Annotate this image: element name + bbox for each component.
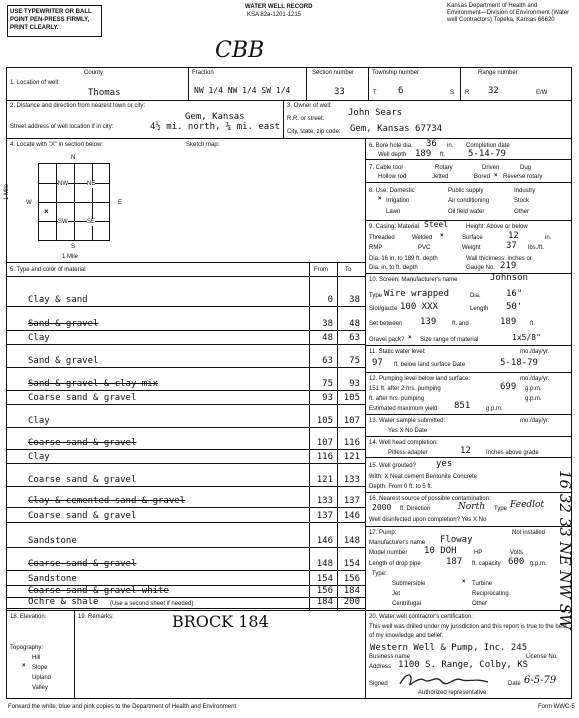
locate-label: 4. Locate with "X" in section below: (10, 142, 103, 148)
screen-length: 50' (506, 302, 523, 312)
pump-drop: 187 (446, 557, 463, 567)
screen-type-label: Type (369, 293, 383, 299)
cert-address: 1100 S. Range, Colby, KS (398, 660, 529, 670)
pumping-row1: 151 ft. after 2 hrs. pumping (369, 386, 441, 392)
topography-label: Topography: (10, 645, 44, 651)
footer-left: Forward the white, blue and pink copies to the Department of Health and Environment (8, 704, 237, 710)
material-row-name: Sand & gravel (28, 319, 99, 329)
casing-weight-label: Weight (462, 245, 481, 251)
completion-label: Completion date (466, 143, 510, 149)
material-row-rule (6, 463, 365, 464)
range-prefix: R (465, 90, 470, 96)
material-row-rule (6, 507, 365, 508)
material-row-to: 38 (349, 295, 360, 305)
contamination-direction: North (458, 502, 486, 512)
remarks-value: BROCK 184 (172, 612, 269, 631)
grouted-label: 15. Well grouted? (369, 463, 416, 469)
material-row-rule (6, 608, 365, 609)
use-irrigation: Irrigation (386, 198, 410, 204)
material-row-rule (6, 570, 365, 571)
material-row-to: 121 (343, 452, 360, 462)
owner-city: Gem, Kansas 67734 (350, 124, 443, 134)
screen-gravel-mark: × (408, 335, 412, 341)
grid-s: S (71, 244, 76, 250)
handwritten-code: CBB (215, 38, 265, 63)
pump-hp-label: HP (474, 550, 483, 556)
pump-centrifugal: Centrifugal (392, 601, 422, 607)
material-row-name: Coarse sand & gravel (28, 438, 137, 448)
material-row-from: 38 (322, 319, 333, 329)
pump-turbine-mark: × (462, 579, 466, 585)
screen-type: Wire wrapped (384, 289, 450, 299)
material-row-rule (6, 306, 365, 307)
sample-answer: Yes X No Date (388, 428, 428, 434)
material-row-from: 116 (316, 452, 333, 462)
use-industry: Industry (514, 188, 536, 194)
owner-name: John Sears (348, 108, 403, 118)
topo-slope-mark: × (22, 663, 26, 669)
material-row-to: 148 (343, 536, 360, 546)
pump-model-label: Model number (369, 550, 408, 556)
pump-turbine: Turbine (472, 581, 493, 587)
material-row-name: Sand & gravel & clay mix (28, 379, 159, 389)
cert-label: 20. Water well contractor's certification: (369, 614, 473, 620)
cert-license-label: License No. (526, 654, 558, 660)
topo-upland: Upland (32, 675, 52, 681)
material-row-from: 107 (316, 438, 333, 448)
township-label: Township number (372, 70, 420, 76)
instruction-text: USE TYPEWRITER OR BALL POINT PEN-PRESS FIRMLY, PRINT CLEARLY. (10, 9, 92, 31)
material-row-rule (6, 367, 365, 368)
material-row-rule (6, 449, 365, 450)
material-row-rule (6, 522, 365, 523)
material-row-from: 184 (316, 597, 333, 607)
pumping-max-label: Estimated maximum yield (369, 406, 438, 412)
screen-set-to: 189 (500, 317, 517, 327)
grouted-depth: Depth: From 0 ft. to 5 ft. (369, 484, 433, 490)
cert-date: 6-5-79 (524, 675, 557, 686)
casing-rmp: RMP (369, 245, 383, 251)
material-row-name: Sandstone (28, 574, 77, 584)
cert-signature (396, 670, 506, 690)
topo-hill: Hill (32, 655, 41, 661)
drill-cable-tool: 7. Cable tool (369, 165, 403, 171)
use-public: Public supply (448, 188, 484, 194)
material-row-rule (6, 547, 365, 548)
casing-welded: Welded (412, 235, 433, 241)
pump-drop-unit: ft. capacity (472, 561, 501, 567)
material-row-to: 146 (343, 511, 360, 521)
casing-surface-unit: in. (545, 235, 552, 241)
pump-reciprocating: Reciprocating (472, 591, 509, 597)
depth-value: 189 (415, 149, 432, 159)
location-label: 1. Location of well: (10, 80, 60, 86)
drill-driven: Driven (482, 165, 500, 171)
material-row-to: 184 (343, 586, 360, 596)
elevation-label: 18. Elevation: (10, 614, 47, 620)
material-row-rule (6, 404, 365, 405)
screen-dia-label: Dia. (470, 293, 481, 299)
drill-bored: Bored (474, 174, 491, 180)
drill-reverse-rotary: Reverse rotary (503, 174, 543, 180)
pump-capacity-unit: g.p.m. (530, 561, 547, 567)
casing-surface-label: Surface (462, 235, 483, 241)
material-row-rule (6, 390, 365, 391)
township-prefix: T (373, 90, 377, 96)
section-value: 33 (334, 87, 345, 97)
materials-from-label: From (314, 267, 328, 273)
material-row-rule (6, 486, 365, 487)
county-label: County (84, 70, 104, 76)
casing-gauge-label: Gauge No. (466, 265, 496, 271)
completion-date: 5-14-79 (468, 149, 506, 159)
drill-jetted: Jetted (432, 174, 449, 180)
material-row-from: 137 (316, 511, 333, 521)
pump-capacity: 600 (508, 557, 525, 567)
casing-pvc: PVC (418, 245, 431, 251)
distance-town: Gem, Kansas (185, 112, 245, 122)
materials-to-label: To (345, 267, 352, 273)
material-row-name: Sandstone (28, 536, 77, 546)
sample-label: 13. Water sample submitted: (369, 418, 446, 424)
material-row-name: Clay & cemented sand & gravel (28, 496, 186, 506)
screen-label: 10. Screen: Manufacturer's name (369, 277, 458, 283)
pump-label: 17. Pump: (369, 530, 397, 536)
drill-rotary: Rotary (435, 165, 453, 171)
distance-label: 2. Distance and direction from nearest town or city: (10, 103, 146, 109)
casing-threaded: Threaded (369, 235, 395, 241)
material-row-from: 146 (316, 536, 333, 546)
bore-label: 6. Bore hole dia. (369, 143, 413, 149)
material-row-from: 121 (316, 475, 333, 485)
use-other: Other (514, 209, 530, 215)
casing-material: Steel (424, 220, 449, 229)
range-label: Range number (478, 70, 518, 76)
material-row-from: 148 (316, 559, 333, 569)
pump-other: Other (472, 601, 488, 607)
sample-unit: mo./day/yr. (520, 418, 550, 424)
grid-n: N (71, 155, 76, 161)
screen-set-label: Set between (369, 321, 403, 327)
head-pitless: Pitless adapter (388, 450, 428, 456)
pumping-max: 851 (454, 401, 471, 411)
material-row-rule (6, 330, 365, 331)
screen-manufacturer: Johnson (490, 273, 528, 283)
pump-submersible: Submersible (392, 581, 426, 587)
casing-welded-mark: × (440, 233, 444, 239)
material-row-name: Coarse sand & gravel (28, 511, 137, 521)
material-row-name: Coarse sand & gravel (28, 393, 137, 403)
quadrant-sw: SW (58, 219, 68, 225)
material-row-from: 93 (322, 393, 333, 403)
drill-hollow-rod: Hollow rod (378, 174, 407, 180)
screen-slot-label: Slot/gauze (369, 306, 398, 312)
bore-dia-unit: in. (447, 143, 454, 149)
pumping-gpm1: g.p.m. (525, 386, 542, 392)
grid-mile-bottom: 1 Mile (62, 254, 79, 260)
head-unit: Inches above grade (486, 450, 539, 456)
casing-wall-label: Wall thickness: inches or (466, 256, 532, 262)
pump-mfr-label: Manufacturer's name (369, 540, 426, 546)
material-row-from: 154 (316, 574, 333, 584)
material-row-from: 48 (322, 333, 333, 343)
material-row-name: Clay (28, 333, 50, 343)
screen-set-from: 139 (420, 317, 437, 327)
material-row-rule (6, 344, 365, 345)
use-lawn: Lawn (386, 209, 401, 215)
screen-gravel-label: Gravel pack? (369, 337, 405, 343)
pumping-row1-gpm: 699 (500, 382, 517, 392)
grouted-with: With: X Neat cement Bentonite Concrete (369, 474, 478, 480)
quadrant-se: SE (87, 219, 96, 225)
material-row-name: Coarse sand & gravel white (28, 586, 169, 596)
cert-text: This well was drilled under my jurisdiction and this report is true to the best of my knowledge and belief. (369, 624, 567, 639)
fraction-label: Fraction (192, 70, 214, 76)
well-location-mark: × (44, 207, 49, 216)
screen-slot: 100 XXX (400, 302, 438, 312)
casing-surface: 12 (508, 231, 519, 241)
material-row-to: 107 (343, 416, 360, 426)
street-value: 4½ mi. north, ¼ mi. east (150, 122, 281, 132)
remarks-label: 19. Remarks: (78, 614, 114, 620)
material-row-to: 63 (349, 333, 360, 343)
pump-volts-label: Volts (510, 550, 524, 556)
static-unit: mo./day/yr. (520, 349, 550, 355)
screen-dia: 16" (506, 289, 523, 299)
instruction-stamp (7, 5, 102, 37)
contamination-row: ft. Direction (400, 506, 431, 512)
cert-business-label: Business name (369, 654, 411, 660)
township-suffix: S (450, 90, 455, 96)
owner-rr-label: R.R. or street: (287, 116, 325, 122)
contamination-label: 16. Nearest source of possible contamination: (369, 496, 491, 502)
quadrant-nw: NW (58, 181, 68, 187)
materials-label: 5. Type and color of material (10, 267, 86, 273)
casing-dia-row2: Dia. in. to ft. depth (369, 265, 418, 271)
static-label: 11. Static water level: (369, 349, 426, 355)
material-row-rule (6, 427, 365, 428)
pumping-unit: mo./day/yr. (520, 376, 550, 382)
head-value: 12 (460, 446, 471, 456)
quadrant-ne: NE (87, 181, 96, 187)
materials-second-sheet: (Use a second sheet if needed) (110, 601, 194, 607)
material-row-name: Clay (28, 416, 50, 426)
material-row-to: 200 (343, 597, 360, 607)
form-title: WATER WELL RECORD (245, 4, 313, 10)
contamination-disinfected: Well disinfected upon completion? Yes X No (369, 517, 487, 523)
cert-signed-label: Signed (369, 681, 388, 687)
casing-label: 9. Casing: Material (369, 224, 420, 230)
use-checked-mark: × (378, 196, 382, 202)
section-label: Section number (312, 70, 355, 76)
fraction-value: NW 1/4 NW 1/4 SW 1/4 (194, 86, 291, 95)
material-row-to: 133 (343, 475, 360, 485)
screen-length-label: Length (470, 306, 489, 312)
material-row-to: 93 (349, 379, 360, 389)
material-row-to: 156 (343, 574, 360, 584)
use-oilfield: Oil field water (448, 209, 485, 215)
cert-rep-label: Authorized representative (418, 690, 487, 696)
material-row-to: 75 (349, 356, 360, 366)
material-row-to: 137 (343, 496, 360, 506)
pump-jet: Jet (392, 591, 401, 597)
range-value: 32 (488, 86, 499, 96)
casing-gauge: 219 (500, 261, 517, 271)
grouted-answer: yes (436, 459, 453, 469)
contamination-dist: 2000 (372, 503, 392, 512)
bore-dia: 36 (426, 139, 437, 149)
pumping-max-unit: g.p.m. (486, 406, 503, 412)
pump-mfr: Floway (440, 535, 473, 545)
material-row-from: 156 (316, 586, 333, 596)
owner-city-label: City, state, zip code: (287, 129, 341, 135)
material-row-from: 133 (316, 496, 333, 506)
grid-mile-side: 1 Mile (4, 183, 10, 200)
street-label: Street address of well location if in city: (10, 124, 114, 130)
static-value: 97 (372, 358, 383, 368)
cert-date-label: Date (508, 681, 521, 687)
casing-dia-row1: Dia. 16 in. to 189 ft. depth (369, 256, 438, 262)
material-row-from: 105 (316, 416, 333, 426)
screen-set-and: ft. and (452, 321, 469, 327)
material-row-to: 105 (343, 393, 360, 403)
pumping-label: 12. Pumping level below land surface: (369, 376, 471, 382)
topo-slope: Slope (32, 665, 48, 671)
screen-gravel-size: 1x5/8" (512, 333, 541, 342)
material-row-name: Clay & sand (28, 295, 88, 305)
material-row-to: 48 (349, 319, 360, 329)
static-date: 5-18-79 (500, 358, 538, 368)
cert-business: Western Well & Pump, Inc. 245 (370, 643, 528, 653)
range-suffix: E/W (536, 90, 548, 96)
contamination-type: Feedlot (510, 500, 545, 510)
footer-right: Form WWC-5 (538, 704, 575, 710)
topo-valley: Valley (32, 685, 48, 691)
screen-gravel-size-label: Size range of material (420, 337, 479, 343)
pump-type-label: Type: (372, 571, 387, 577)
use-stock: Stock (514, 198, 530, 204)
material-row-from: 0 (327, 295, 333, 305)
pump-not-installed: Not installed (512, 530, 546, 536)
material-row-to: 116 (343, 438, 360, 448)
material-row-name: Ochre & shale (28, 597, 99, 607)
pumping-gpm2: g.p.m. (525, 396, 542, 402)
margin-note: 16 32 33 NE NW SW (556, 470, 574, 630)
material-row-from: 75 (322, 379, 333, 389)
material-row-name: Coarse sand & gravel (28, 559, 137, 569)
pump-drop-label: Length of drop pipe (369, 561, 421, 567)
township-value: 6 (398, 86, 404, 96)
form-statute: KSA 82a-1201-1215 (247, 12, 302, 18)
sketch-label: Sketch map: (186, 142, 220, 148)
depth-label: Well depth (378, 152, 407, 158)
use-air: Air conditioning (448, 198, 490, 204)
pumping-row2: ft. after hrs. pumping (369, 396, 425, 402)
owner-label: 3. Owner of well: (287, 103, 332, 109)
use-domestic: 8. Use: Domestic (369, 188, 415, 194)
static-below: ft. below land surface Date (394, 362, 466, 368)
casing-weight: 37 (506, 241, 517, 251)
grid-e: E (118, 200, 123, 206)
material-row-name: Clay (28, 452, 50, 462)
screen-set-unit: ft. (530, 321, 536, 327)
material-row-name: Sand & gravel (28, 356, 99, 366)
depth-unit: ft. (440, 152, 446, 158)
material-row-from: 63 (322, 356, 333, 366)
grid-w: W (26, 200, 32, 206)
casing-height-label: Height: Above or below (466, 224, 528, 230)
drill-checked-mark: × (494, 173, 498, 179)
pump-model: 10 DOH (424, 546, 457, 556)
drill-dug: Dug (520, 165, 532, 171)
agency-block: Kansas Department of Health and Environment—Division of Environment (Water well Contractors) Topeka, Kansas 66620 (447, 3, 570, 23)
head-label: 14. Well head completion: (369, 440, 438, 446)
contamination-type-label: Type (494, 506, 508, 512)
material-row-to: 154 (343, 559, 360, 569)
cert-address-label: Address (369, 664, 392, 670)
material-row-name: Coarse sand & gravel (28, 475, 137, 485)
section-grid (38, 163, 110, 241)
county-value: Thomas (88, 88, 121, 98)
casing-weight-unit: lbs./ft. (528, 245, 545, 251)
